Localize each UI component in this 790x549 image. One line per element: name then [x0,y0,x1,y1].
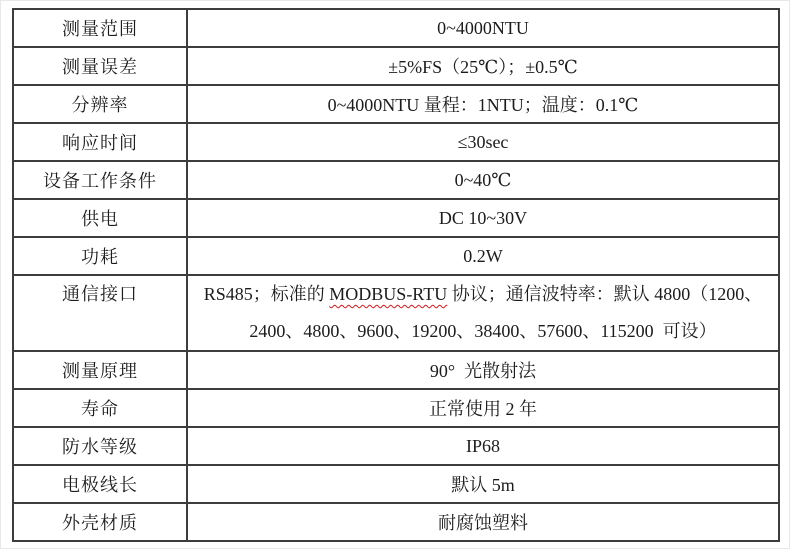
spec-label-cell: 寿命 [13,389,187,427]
spec-label-cell: 防水等级 [13,427,187,465]
table-row [13,85,779,123]
spec-value-line [192,313,774,350]
spec-value-cell: 90° 光散射法 [187,351,779,389]
table-row [13,9,779,47]
spec-label-cell: 响应时间 [13,123,187,161]
spec-label-cell: 测量范围 [13,9,187,47]
spec-value-text: 协议；通信波特率：默认 4800（1200、 [447,284,763,304]
spec-value-cell: IP68 [187,427,779,465]
spec-label-cell: 测量原理 [13,351,187,389]
table-row [13,389,779,427]
spec-value-cell: 耐腐蚀塑料 [187,503,779,541]
table-row [13,123,779,161]
spec-value-text: 2400、4800、9600、19200、38400、57600、115200 可设） [249,321,717,341]
table-row [13,503,779,541]
table-row [13,427,779,465]
table-row [13,237,779,275]
table-row [13,47,779,85]
table-row [13,465,779,503]
spec-label-cell: 通信接口 [13,275,187,351]
spec-label-cell: 供电 [13,199,187,237]
spec-value-cell: 0~4000NTU [187,9,779,47]
spec-table [12,8,780,542]
spec-value-cell: 默认 5m [187,465,779,503]
spec-table-body [13,9,779,541]
spec-label-cell: 电极线长 [13,465,187,503]
spec-value-cell: ≤30sec [187,123,779,161]
spec-value-cell: DC 10~30V [187,199,779,237]
spec-label-cell: 测量误差 [13,47,187,85]
spec-value-cell: 0~4000NTU 量程：1NTU；温度：0.1℃ [187,85,779,123]
table-row [13,275,779,351]
spec-label-cell: 外壳材质 [13,503,187,541]
spec-value-cell: ±5%FS（25℃）；±0.5℃ [187,47,779,85]
spec-label-cell: 功耗 [13,237,187,275]
table-row [13,199,779,237]
spec-value-text: RS485；标准的 [203,284,330,304]
spec-value-cell [187,275,779,351]
spec-value-cell: 0.2W [187,237,779,275]
spellcheck-flagged-text: MODBUS-RTU [329,284,448,304]
table-row [13,351,779,389]
spec-value-cell: 0~40℃ [187,161,779,199]
spec-value-line [192,276,774,313]
table-row [13,161,779,199]
spec-label-cell: 设备工作条件 [13,161,187,199]
spec-label-cell: 分辨率 [13,85,187,123]
spec-value-cell: 正常使用 2 年 [187,389,779,427]
